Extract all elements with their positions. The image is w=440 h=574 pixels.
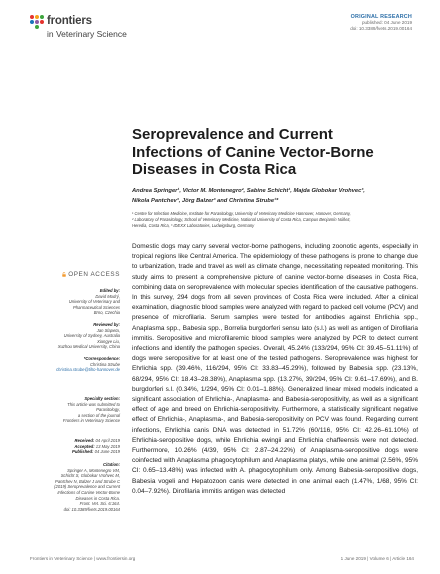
affiliation-3: Heredia, Costa Rica, ³ IDEXX Laboratories, Ludwigsburg, Germany <box>132 223 255 229</box>
footer-issue-info: 1 June 2019 | Volume 6 | Article 164 <box>340 556 414 561</box>
title-line-2: Infections of Canine Vector-Borne <box>132 143 374 161</box>
author-list <box>132 186 417 206</box>
citation-block: Citation: Springer A, Montenegro VM, Schicht S, Globokar Vrohvec M, Pantchev N, Balzer J and Strube C (2019) Seroprevalence and Current Infections of Canine Vector-Borne Diseases in Costa Rica. Front. Vet. Sci. 6:164. doi: 10.3389/fvets.2019.00164 <box>54 462 120 512</box>
dates-block: Received: 04 April 2019 Accepted: 13 May 2019 Published: 04 June 2019 <box>72 438 120 455</box>
specialty-section-block: Specialty section: This article was submitted to Parasitology, a section of the journal Frontiers in Veterinary Science <box>62 396 120 424</box>
correspondence-email-link[interactable]: christina.strube@tiho-hannover.de <box>56 367 120 373</box>
journal-logo[interactable] <box>30 13 130 47</box>
edited-by-block: Edited by: David Modrý, University of Veterinary and Pharmaceutical Sciences Brno, Czechia <box>68 288 120 316</box>
frontiers-logo-icon <box>30 15 44 29</box>
open-access-label[interactable]: OPEN ACCESS <box>62 272 120 278</box>
abstract <box>132 242 418 497</box>
affiliation-2: ² Laboratory of Parasitology, School of Veterinary Medicine, National University of Costa Rica, Campus Benjamín Núñez, <box>132 217 351 223</box>
affiliation-1: ¹ Centre for Infection Medicine, Institute for Parasitology, University of Veterinary Medicine Hannover, Hanover, Germany, <box>132 211 351 216</box>
article-meta <box>350 14 412 32</box>
reviewed-by-block: Reviewed by: Jan Slapeta, University of Sydney, Australia Xiangye Liu, Xuzhou Medical University, China <box>57 322 120 350</box>
author-line-1: Andrea Springer¹, Victor M. Montenegro², Sabine Schicht¹, Majda Globokar Vrohvec³, <box>132 188 365 194</box>
paper-title <box>132 126 422 179</box>
affiliations <box>132 211 417 230</box>
title-line-3: Diseases in Costa Rica <box>132 161 297 178</box>
publisher-name: frontiers <box>47 15 92 27</box>
title-line-1: Seroprevalence and Current <box>132 126 333 143</box>
abstract-text: Domestic dogs may carry several vector-borne pathogens, including zoonotic agents, especially in tropical regions like Central America. The epidemiology of these pathogens is prone to change due to urbanization, trade and travel as well as climate change, necessitating repeated monitoring. This study aims to present a comprehensive picture of canine vector-borne diseases in Costa Rica, combining data on seroprevalence with molecular species identification of the causative pathogens. In this survey, 294 dogs from all seven provinces of Costa Rica were included. After a clinical examination, diagnostic blood samples were analyzed with regard to packed cell volume (PCV) and presence of microfilaria. Serum samples were tested for antibodies against Ehrlichia spp., Anaplasma spp., Babesia spp., Borrelia burgdorferi sensu lato (s.l.) as well as antigen of Dirofilaria immitis. Seropositive and microfilaremic blood samples were analyzed by PCR to detect current infections and identify the pathogen species. Overall, 45.24% (133/294, 95% CI: 39.45–51.11%) of dogs were seropositive for at least one of the tested pathogens. Seroprevalence was highest for Ehrlichia spp. (39.46%, 116/294, 95% CI: 33.83–45.29%), followed by Babesia spp. (23.13%, 68/294, 95% CI: 18.43–28.38%), Anaplasma spp. (13.27%, 39/294, 95% CI: 9.61–17.69%), and B. burgdorferi s.l. (0.34%, 1/294, 95% CI: 0.01–1.88%). Generalized linear mixed models indicated a significant association of Ehrlichia-, Anaplasma- and Babesia-seropositivity, as well as a significant effect of age and breed on Ehrlichia-seropositivity. Furthermore, a statistically significant negative effect of Ehrlichia-, Anaplasma-, and Babesia-seropositivity on PCV was found. Regarding current infections, Ehrlichia canis DNA was detected in 51.72% (60/116, 95% CI: 42.26–61.10%) of Ehrlichia-seropositive dogs, while Ehrlichia ewingii and Ehrlichia chaffeensis were not detected. Furthermore, 10.26% (4/39, 95% CI: 2.87–24.22%) of Anaplasma-seropositive dogs were coinfected with Anaplasma phagocytophilum and Anaplasma platys, while one animal (2.56%, 95% CI: 0.65–13.48%) was infected with A. phagocytophilum only. Among Babesia-seropositive dogs, Babesia vogeli and Hepatozoon canis were detected in one animal each (1.47%, 1/68, 95% CI: 0.04–7.92%). Dirofilaria immitis antigen was detected <box>132 243 418 495</box>
article-doi[interactable]: doi: 10.3389/fvets.2019.00164 <box>350 26 412 31</box>
footer-journal-url[interactable]: Frontiers in Veterinary Science | www.frontiersin.org <box>30 556 136 561</box>
article-type: ORIGINAL RESEARCH <box>350 14 412 20</box>
open-lock-icon <box>62 272 66 277</box>
journal-name: in Veterinary Science <box>47 29 127 39</box>
author-line-2: Nikola Pantchev³, Jörg Balzer³ and Christina Strube¹* <box>132 198 279 204</box>
published-date: published: 04 June 2019 <box>361 20 412 25</box>
correspondence-block: *Correspondence: Christina Strube christina.strube@tiho-hannover.de <box>30 356 120 373</box>
